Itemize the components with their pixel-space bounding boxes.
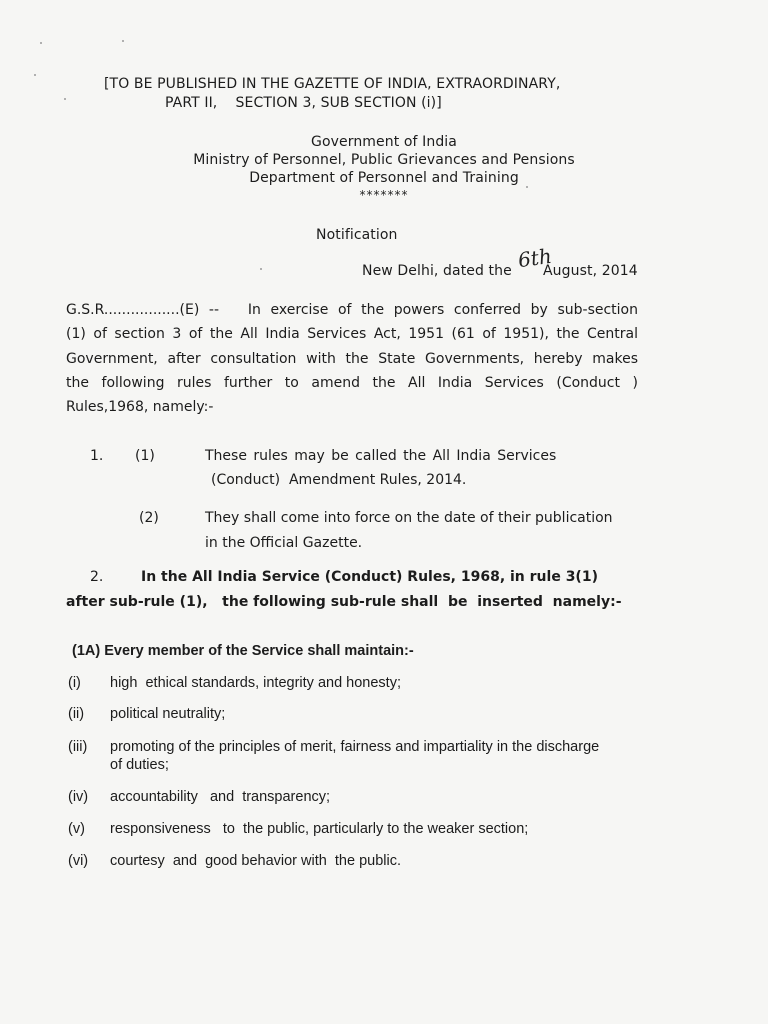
rule1-sub2-line1: They shall come into force on the date of their publication — [205, 510, 613, 526]
item-text: accountability and transparency; — [110, 789, 331, 805]
item-text: political neutrality; — [110, 706, 226, 722]
item-number: (iv) — [68, 789, 89, 805]
gsr-line: Government, after consultation with the State Governments, hereby makes — [66, 350, 638, 367]
item-text: high ethical standards, integrity and honesty; — [110, 675, 401, 691]
item-number: (vi) — [68, 853, 89, 869]
scan-speck — [40, 42, 42, 44]
item-text: responsiveness to the public, particularly to the weaker section; — [110, 821, 529, 837]
department-title: Department of Personnel and Training — [249, 170, 519, 186]
item-number: (v) — [68, 821, 85, 837]
rule1-sub1-number: (1) — [135, 448, 155, 464]
ministry-title: Ministry of Personnel, Public Grievances and Pensions — [193, 152, 575, 168]
scan-speck — [260, 268, 262, 270]
gazette-header-line2: PART II, SECTION 3, SUB SECTION (i)] — [165, 95, 442, 111]
item-number: (i) — [68, 675, 81, 691]
rule1-sub2-number: (2) — [139, 510, 159, 526]
handwritten-date: 6th — [516, 243, 554, 273]
rule2-line2: after sub-rule (1), the following sub-rule shall be inserted namely:- — [66, 594, 622, 610]
gsr-line: Rules,1968, namely:- — [66, 399, 214, 416]
gazette-header-line1: [TO BE PUBLISHED IN THE GAZETTE OF INDIA, EXTRAORDINARY, — [104, 76, 561, 92]
dated-prefix: New Delhi, dated the — [362, 263, 512, 279]
rule1-sub1-line1: These rules may be called the All India Services — [205, 448, 557, 464]
government-title: Government of India — [311, 134, 457, 150]
rule1-number: 1. — [90, 448, 104, 464]
item-text-continued: of duties; — [110, 757, 169, 773]
subrule-1a-heading: (1A) Every member of the Service shall maintain:- — [72, 643, 414, 659]
rule1-sub1-line2: (Conduct) Amendment Rules, 2014. — [211, 472, 467, 488]
item-number: (iii) — [68, 739, 88, 755]
item-text: promoting of the principles of merit, fairness and impartiality in the discharge — [110, 739, 600, 755]
gsr-line: (1) of section 3 of the All India Services Act, 1951 (61 of 1951), the Central — [66, 326, 638, 343]
notification-title: Notification — [316, 227, 398, 243]
gsr-line: the following rules further to amend the All India Services (Conduct ) — [66, 374, 638, 391]
rule2-number: 2. — [90, 569, 104, 585]
rule1-sub2-line2: in the Official Gazette. — [205, 535, 363, 551]
scan-speck — [122, 40, 124, 42]
scan-speck — [34, 74, 36, 76]
item-text: courtesy and good behavior with the public. — [110, 853, 401, 869]
rule2-line1: In the All India Service (Conduct) Rules, 1968, in rule 3(1) — [141, 569, 598, 585]
gsr-line: G.S.R.................(E) -- In exercise of the powers conferred by sub-section — [66, 302, 638, 318]
separator-stars: ******* — [359, 188, 409, 202]
scan-speck — [64, 98, 66, 100]
gsr-paragraph — [66, 298, 638, 419]
item-number: (ii) — [68, 706, 85, 722]
month-year: August, 2014 — [543, 263, 638, 279]
